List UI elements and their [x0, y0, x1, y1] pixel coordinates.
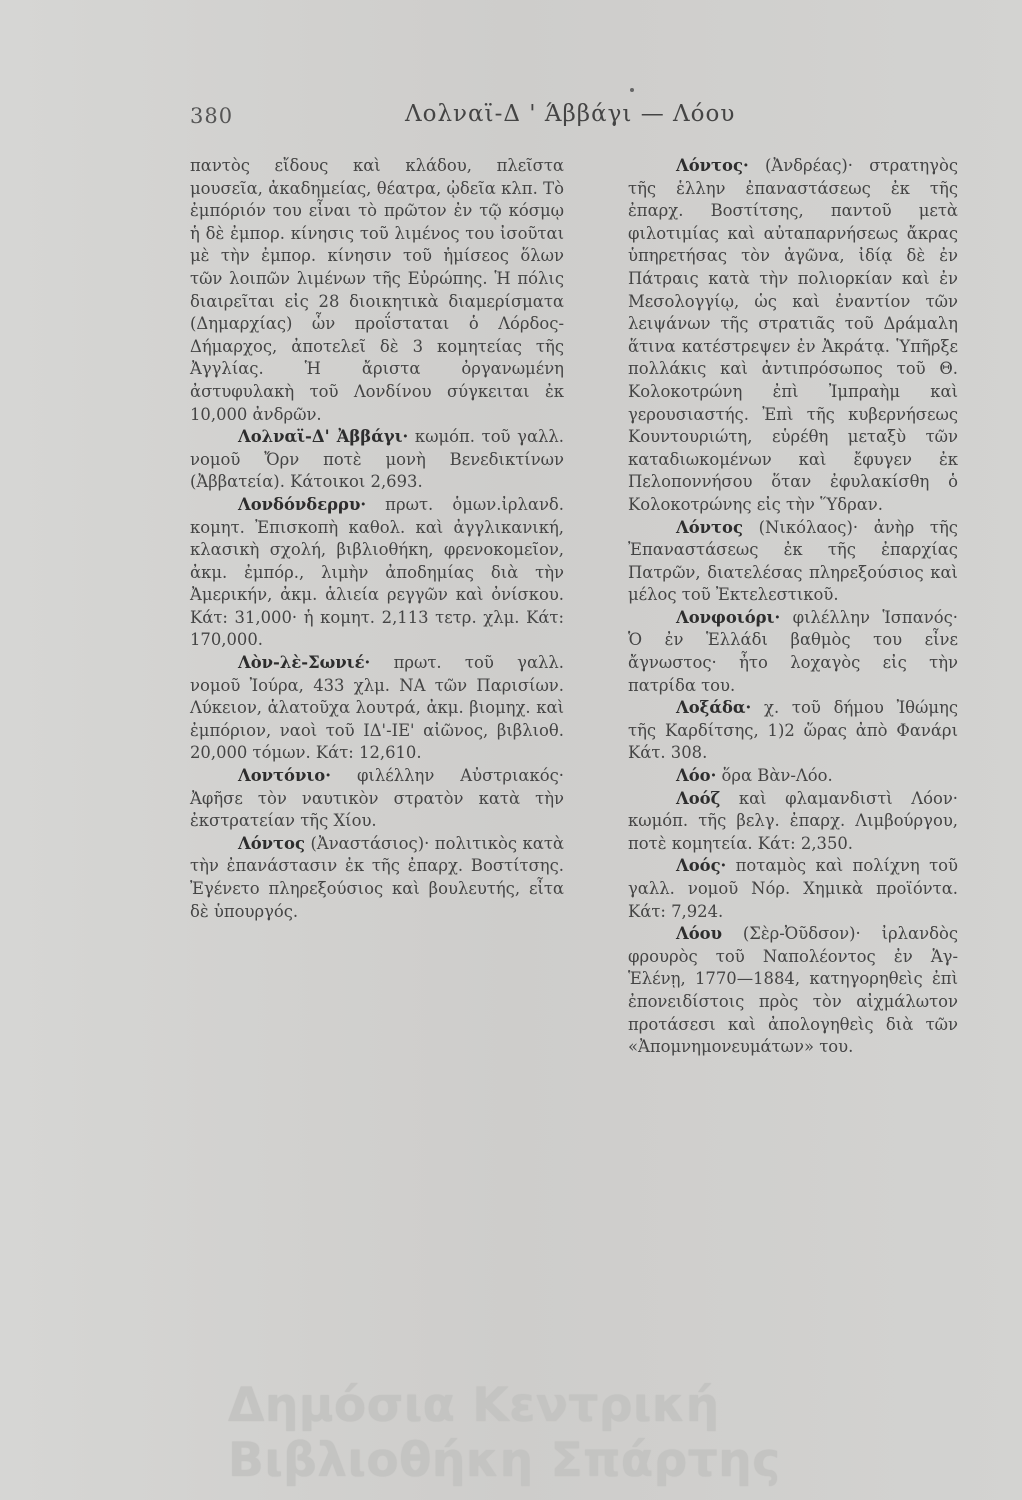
entry-text: (Σὲρ-Ὀῦδσον)· ἰρλανδὸς φρουρὸς τοῦ Ναπολέοντος ἐν Ἁγ-Ἑλένῃ, 1770—1884, κατηγορηθεὶς ἐπὶ ἐπονειδίστοις πρὸς τὸν αἰχμάλωτον προτάσεσι καὶ ἀπολογηθεὶς διὰ τῶν «Ἀπομνημονευμάτων» του.: [628, 924, 958, 1057]
entry-text: (Νικόλαος)· ἀνὴρ τῆς Ἐπαναστάσεως ἐκ τῆς ἐπαρχίας Πατρῶν, διατελέσας πληρεξούσιος καὶ μέλος τοῦ Ἐκτελεστικοῦ.: [628, 517, 958, 605]
right-column: [628, 155, 958, 1059]
entry-headword: Λολναϊ-Δ' Ἀββάγι·: [238, 427, 409, 447]
running-head: Λολναϊ-Δ ' Άββάγι — Λόου: [405, 101, 736, 127]
entry-headword: Λόου: [676, 924, 722, 944]
page-number: 380: [190, 104, 234, 128]
entry-text: (Ἀναστάσιος)· πολιτικὸς κατὰ τὴν ἐπανάστασιν ἐκ τῆς ἐπαρχ. Βοστίτσης. Ἐγένετο πληρεξούσιος καὶ βουλευτής, εἶτα δὲ ὑπουργός.: [190, 833, 564, 921]
entry-text: (Ἀνδρέας)· στρατηγὸς τῆς ἑλλην ἐπαναστάσεως ἐκ τῆς ἐπαρχ. Βοστίτσης, παντοῦ μετὰ φιλοτιμίας καὶ αὐταπαρνήσεως ἄκρας ὑπηρετήσας τὸν ἀγῶνα, ἰδίᾳ δὲ ἐν Πάτραις κατὰ τὴν πολιορκίαν καὶ ἐν Μεσολογγίῳ, ὡς καὶ ἐναντίον τῶν λειψάνων τῆς στρατιᾶς τοῦ Δράμαλη ἅτινα κατέστρεψεν ἐν Ἀκράτᾳ. Ὑπῆρξε πολλάκις καὶ ἀντιπρόσωπος τοῦ Θ. Κολοκοτρώνη ἐπὶ Ἰμπραὴμ καὶ γερουσιαστής. Ἐπὶ τῆς κυβερνήσεως Κουντουριώτη, εὑρέθη μεταξὺ τῶν καταδιωκομένων καὶ ἔφυγεν ἐκ Πελοποννήσου ὅταν ἐφυλακίσθη ὁ Κολοκοτρώνης εἰς τὴν Ὕδραν.: [628, 156, 958, 514]
entry-lontos-andreas: [628, 155, 958, 517]
entry-text: φιλέλλην Ἱσπανός· Ὁ ἐν Ἑλλάδι βαθμὸς του εἶνε ἄγνωστος· ἦτο λοχαγὸς εἰς τὴν πατρίδα του.: [628, 607, 958, 695]
entry-lolnai-d-abbagi: [190, 426, 564, 494]
entry-continuation: [190, 155, 564, 426]
entry-loou: [628, 923, 958, 1059]
entry-lontos-nikolaos: [628, 517, 958, 607]
entry-headword: Λόντος: [238, 833, 305, 853]
entry-text: ὅρα Βὰν-Λόο.: [716, 766, 833, 786]
entry-text: καὶ φλαμανδιστὶ Λόον· κωμόπ. τῆς βελγ. ἐπαρχ. Λιμβούργου, ποτὲ κομητεία. Κάτ: 2,350.: [628, 788, 958, 853]
left-column: [190, 155, 564, 923]
entry-text: πρωτ. ὁμων.ἰρλανδ. κομητ. Ἐπισκοπὴ καθολ. καὶ ἀγγλικανική, κλασικὴ σχολή, βιβλιοθήκη, φρενοκομεῖον, ἀκμ. ἐμπόρ., λιμὴν ἀποδημίας διὰ τὴν Ἀμερικήν, ἀκμ. ἁλιεία ρεγγῶν καὶ ὀνίσκου. Κάτ: 31,000· ἡ κομητ. 2,113 τετρ. χλμ. Κάτ: 170,000.: [190, 494, 564, 650]
entry-londonderry: [190, 494, 564, 652]
entry-looz: [628, 788, 958, 856]
entry-headword: Λοόζ: [676, 788, 721, 808]
entry-loos: [628, 855, 958, 923]
entry-headword: Λόντος·: [676, 156, 749, 175]
entry-headword: Λοξάδα·: [676, 698, 752, 718]
entry-headword: Λὸν-λὲ-Σωνιέ·: [238, 653, 371, 673]
entry-lontos-anastasios: [190, 833, 564, 923]
entry-text: κωμόπ. τοῦ γαλλ. νομοῦ Ὄρν ποτὲ μονὴ Βενεδικτίνων (Ἀββατεία). Κάτοικοι 2,693.: [190, 427, 564, 492]
entry-headword: Λοντόνιο·: [238, 766, 331, 786]
entry-loxada: [628, 697, 958, 765]
entry-lonfoiori: [628, 607, 958, 697]
entry-headword: Λονφοιόρι·: [676, 607, 781, 627]
entry-text: παντὸς εἴδους καὶ κλάδου, πλεῖστα μουσεῖα, ἀκαδημείας, θέατρα, ᾠδεῖα κλπ. Τὸ ἐμπόριόν του εἶναι τὸ πρῶτον ἐν τῷ κόσμῳ ἡ δὲ ἐμπορ. κίνησις τοῦ λιμένος του ἰσοῦται μὲ τὴν ἐμπορ. κίνησιν τοῦ ἡμίσεος ὅλων τῶν λοιπῶν λιμένων τῆς Εὐρώπης. Ἡ πόλις διαιρεῖται εἰς 28 διοικητικὰ διαμερίσματα (Δημαρχίας) ὧν προΐσταται ὁ Λόρδος-Δήμαρχος, ἀποτελεῖ δὲ 3 κομητείας τῆς Ἀγγλίας. Ἡ ἄριστα ὀργανωμένη ἀστυφυλακὴ τοῦ Λονδίνου σύγκειται ἐκ 10,000 ἀνδρῶν.: [190, 156, 564, 424]
entry-text: πρωτ. τοῦ γαλλ. νομοῦ Ἰούρα, 433 χλμ. ΝΑ τῶν Παρισίων. Λύκειον, ἁλατοῦχα λουτρά, ἀκμ. βιομηχ. καὶ ἐμπόριον, ναοὶ τοῦ ΙΔ'-ΙΕ' αἰῶνος, βιβλιοθ. 20,000 τόμων. Κάτ: 12,610.: [190, 653, 564, 763]
entry-lontonio: [190, 765, 564, 833]
entry-headword: Λονδόνδερρυ·: [238, 494, 367, 514]
ink-speck: [630, 88, 634, 92]
entry-text: φιλέλλην Αὐστριακός· Ἀφῆσε τὸν ναυτικὸν στρατὸν κατὰ τὴν ἐκστρατείαν τῆς Χίου.: [190, 766, 564, 831]
entry-headword: Λοός·: [676, 856, 727, 876]
entry-lon-le-sonie: [190, 652, 564, 765]
entry-headword: Λόο·: [676, 766, 717, 786]
entry-text: χ. τοῦ δήμου Ἰθώμης τῆς Καρδίτσης, 1)2 ὥρας ἀπὸ Φανάρι Κάτ. 308.: [628, 698, 958, 763]
entry-text: ποταμὸς καὶ πολίχνη τοῦ γαλλ. νομοῦ Νόρ. Χημικὰ προϊόντα. Κάτ: 7,924.: [628, 856, 958, 921]
library-watermark: Δημόσια Κεντρική Βιβλιοθήκη Σπάρτης: [228, 1378, 781, 1488]
entry-loo: [628, 765, 958, 788]
entry-headword: Λόντος: [676, 517, 743, 537]
